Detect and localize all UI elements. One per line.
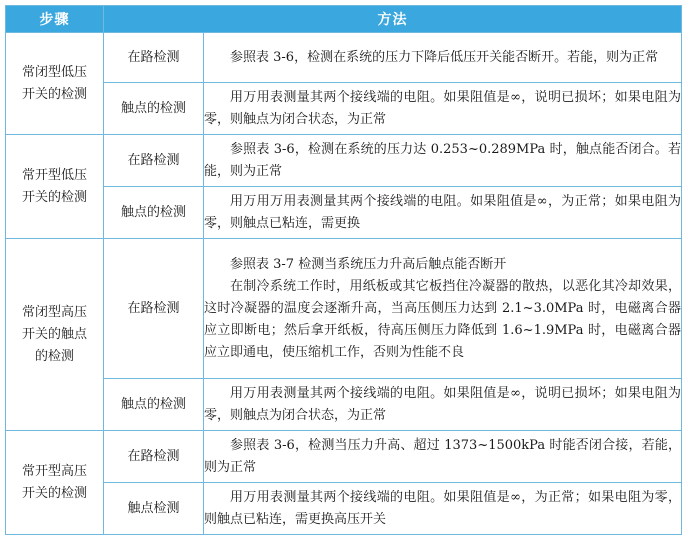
method-cell: 用万用表测量其两个接线端的电阻。如果阻值是∞，说明已损坏；如果电阻为零，则触点为闭合状态，为正常	[204, 379, 682, 431]
table-header-row	[6, 6, 682, 33]
inspection-table	[5, 5, 682, 535]
step-cell: 常开型低压 开关的检测	[6, 135, 104, 239]
table-row	[6, 431, 682, 483]
method-cell: 参照表 3-6，检测当压力升高、超过 1373~1500kPa 时能否闭合接，若能，则为正常	[204, 431, 682, 483]
method-cell: 用万用万用表测量其两个接线端的电阻。如果阻值是∞，为正常；如果电阻为零，则触点已粘连，需更换	[204, 187, 682, 239]
sub-step-cell: 在路检测	[104, 135, 204, 187]
step-cell: 常开型高压 开关的检测	[6, 431, 104, 535]
sub-step-cell: 在路检测	[104, 431, 204, 483]
step-cell: 常闭型高压 开关的触点 的检测	[6, 239, 104, 431]
method-cell: 用万用表测量其两个接线端的电阻。如果阻值是∞，为正常；如果电阻为零，则触点已粘连，需更换高压开关	[204, 483, 682, 535]
table-row	[6, 239, 682, 379]
table-row	[6, 135, 682, 187]
method-cell: 用万用表测量其两个接线端的电阻。如果阻值是∞，说明已损坏；如果电阻为零，则触点为闭合状态，为正常	[204, 83, 682, 135]
sub-step-cell: 触点检测	[104, 483, 204, 535]
table-row	[6, 483, 682, 535]
sub-step-cell: 触点的检测	[104, 187, 204, 239]
method-cell: 参照表 3-7 检测当系统压力升高后触点能否断开 在制冷系统工作时，用纸板或其它板挡住冷凝器的散热，以恶化其冷却效果，这时冷凝器的温度会逐渐升高，当高压侧压力达到 2.1~3.0MPa 时，电磁离合器应立即断电；然后拿开纸板，待高压侧压力降低到 1.6~1.9MPa 时，电磁离合器应立即通电，使压缩机工作，否则为性能不良	[204, 239, 682, 379]
table-row	[6, 379, 682, 431]
table-row	[6, 187, 682, 239]
step-cell: 常闭型低压 开关的检测	[6, 33, 104, 135]
sub-step-cell: 在路检测	[104, 33, 204, 83]
method-cell: 参照表 3-6，检测在系统的压力达 0.253~0.289MPa 时，触点能否闭合。若能，则为正常	[204, 135, 682, 187]
header-step: 步骤	[6, 6, 104, 33]
table-row	[6, 83, 682, 135]
sub-step-cell: 触点的检测	[104, 379, 204, 431]
method-cell: 参照表 3-6，检测在系统的压力下降后低压开关能否断开。若能，则为正常	[204, 33, 682, 83]
sub-step-cell: 在路检测	[104, 239, 204, 379]
sub-step-cell: 触点的检测	[104, 83, 204, 135]
table-row	[6, 33, 682, 83]
header-method: 方法	[104, 6, 682, 33]
